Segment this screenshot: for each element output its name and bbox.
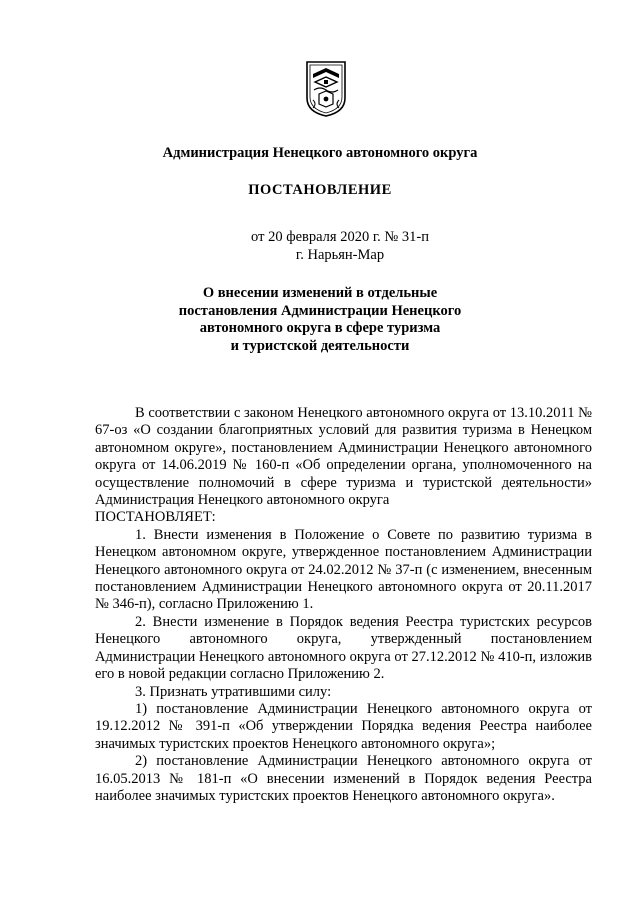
decree-word: ПОСТАНОВЛЯЕТ: [95, 509, 216, 526]
subitem-paragraph: 2) постановление Администрации Ненецкого автономного округа от 16.05.2013 № 181-п «О внесении изменений в Порядок ведения Реестра наиболее значимых туристских проектов Ненецкого автономного округа». [95, 753, 592, 804]
title-line: и туристской деятельности [230, 337, 410, 354]
coat-of-arms-emblem [305, 60, 347, 118]
title-line: О внесении изменений в отдельные [202, 285, 438, 301]
item-paragraph: 3. Признать утратившими силу: [135, 683, 332, 700]
subitem-paragraph: 1) постановление Администрации Ненецкого автономного округа от 19.12.2012 № 391-п «Об утверждении Порядка ведения Реестра наиболее значимых туристских проектов Ненецкого автономного округа»; [95, 700, 592, 752]
document-title [0, 285, 640, 355]
item-paragraph: 1. Внести изменения в Положение о Совете по развитию туризма в Ненецком автономном округе, утвержденное постановлением Администрации Ненецкого автономного округа от 24.02.2012 № 37-п (с изменением, внесенным постановлением Администрации Ненецкого автономного округа от 20.11.2017 № 346-п), согласно Приложению 1. [95, 526, 592, 613]
title-line: постановления Администрации Ненецкого [178, 302, 462, 319]
document-type: ПОСТАНОВЛЕНИЕ [248, 182, 392, 198]
document-date-number: от 20 февраля 2020 г. № 31-п [251, 229, 429, 245]
document-city: г. Нарьян-Мар [295, 247, 385, 263]
item-paragraph: 2. Внести изменение в Порядок ведения Реестра туристских ресурсов Ненецкого автономного округа, утвержденный постановлением Администрации Ненецкого автономного округа от 27.12.2012 № 410-п, изложив его в новой редакции согласно Приложению 2. [95, 613, 592, 683]
title-line: автономного округа в сфере туризма [199, 320, 441, 336]
preamble-paragraph: В соответствии с законом Ненецкого автономного округа от 13.10.2011 № 67-оз «О создании благоприятных условий для развития туризма в Ненецком автономном округе», постановлением Администрации Ненецкого автономного округа от 14.06.2019 № 160-п «Об определении органа, уполномоченного на осуществление полномочий в сфере туризма и туристской деятельности» Администрация Ненецкого автономного округа [95, 405, 592, 509]
organization-name: Администрация Ненецкого автономного округа [162, 145, 478, 161]
document-body [95, 405, 592, 805]
